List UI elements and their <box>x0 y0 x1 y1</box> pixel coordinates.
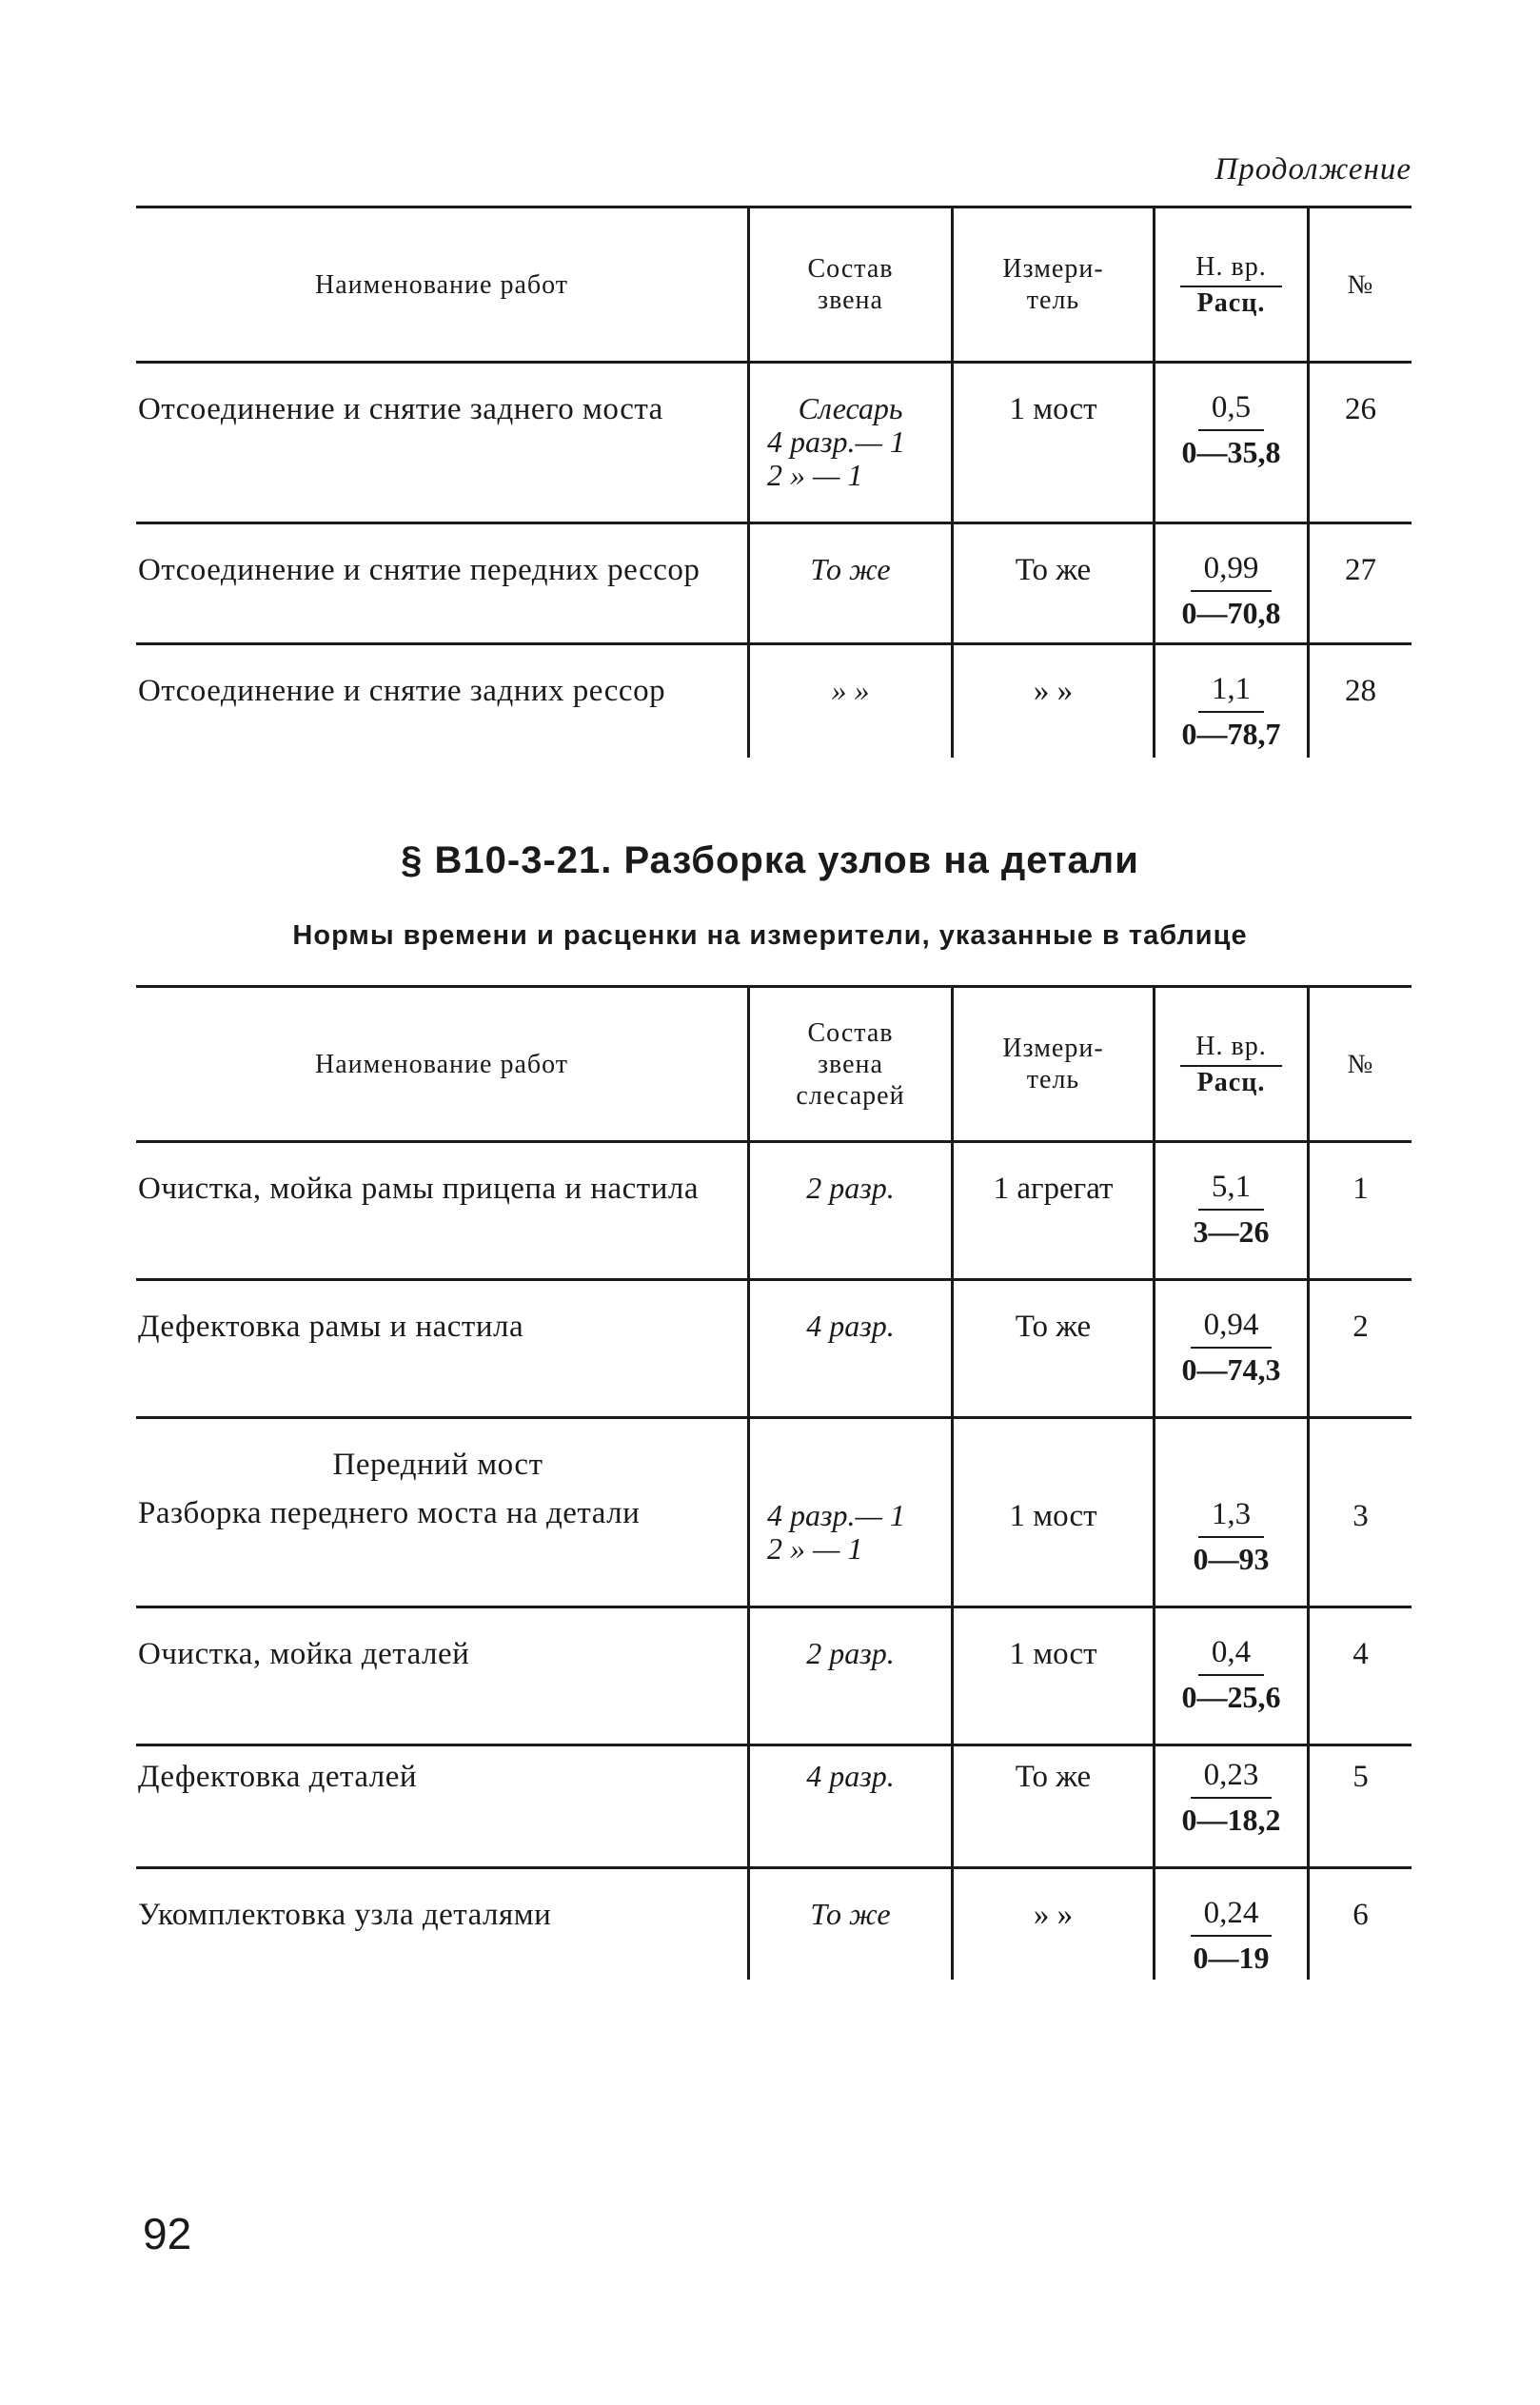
row-number: 2 <box>1307 1281 1412 1416</box>
table-header <box>136 206 1412 361</box>
header-measure: Измери- тель <box>951 208 1153 361</box>
header-measure: Измери- тель <box>951 988 1153 1140</box>
work-name: Отсоединение и снятие передних рессор <box>138 553 701 587</box>
norm-rate: $\frac{0,23}{0—18,2}$ <box>1153 1746 1307 1866</box>
table-row <box>136 1606 1412 1744</box>
crew-composition: 2 разр. <box>747 1143 951 1278</box>
table-row <box>136 642 1412 758</box>
norm-rate: $\frac{0,5}{0—35,8}$ <box>1153 364 1307 522</box>
measure-unit: 1 мост <box>951 1419 1153 1606</box>
header-norm-rate: Н. вр. Расц. <box>1153 988 1307 1140</box>
measure-unit: 1 мост <box>951 364 1153 522</box>
work-name: Отсоединение и снятие задних рессор <box>138 674 666 708</box>
measure-unit: 1 мост <box>951 1608 1153 1744</box>
continuation-label: Продолжение <box>1214 152 1412 187</box>
table-row <box>136 361 1412 522</box>
measure-unit: » » <box>951 645 1153 758</box>
row-number: 27 <box>1307 524 1412 642</box>
row-number: 26 <box>1307 364 1412 522</box>
header-name: Наименование работ <box>315 269 568 300</box>
norm-rate: $\frac{0,99}{0—70,8}$ <box>1153 524 1307 642</box>
row-number: 4 <box>1307 1608 1412 1744</box>
norms-table <box>136 985 1412 1980</box>
page-number: 92 <box>143 2209 192 2258</box>
measure-unit: 1 агрегат <box>951 1143 1153 1278</box>
crew-composition: 2 разр. <box>747 1608 951 1744</box>
table-row <box>136 1744 1412 1866</box>
crew-composition: » » <box>747 645 951 758</box>
header-name: Наименование работ <box>315 1049 568 1079</box>
table-row <box>136 1866 1412 1980</box>
crew-composition: 4 разр.— 1 2 » — 1 <box>747 1419 951 1606</box>
table-row <box>136 1416 1412 1606</box>
row-number: 3 <box>1307 1419 1412 1606</box>
work-name: Очистка, мойка рамы прицепа и настила <box>138 1172 700 1206</box>
work-name: Укомплектовка узла деталями <box>138 1898 552 1932</box>
row-number: 1 <box>1307 1143 1412 1278</box>
group-subheading: Передний мост <box>332 1448 543 1482</box>
norm-rate: $\frac{0,24}{0—19}$ <box>1153 1869 1307 1980</box>
crew-composition: 4 разр. <box>747 1281 951 1416</box>
norm-rate: $\frac{1,3}{0—93}$ <box>1153 1419 1307 1606</box>
work-name-group <box>136 1419 747 1606</box>
crew-composition: Слесарь 4 разр.— 1 2 » — 1 <box>747 364 951 522</box>
work-name: Отсоединение и снятие заднего моста <box>138 392 663 426</box>
work-name: Дефектовка деталей <box>138 1760 418 1794</box>
header-composition: Состав звена <box>747 208 951 361</box>
table-row <box>136 1278 1412 1416</box>
crew-composition: 4 разр. <box>747 1746 951 1866</box>
row-number: 5 <box>1307 1746 1412 1866</box>
work-name: Дефектовка рамы и настила <box>138 1310 524 1344</box>
norms-table-continued <box>136 206 1412 758</box>
header-number: № <box>1307 988 1412 1140</box>
row-number: 28 <box>1307 645 1412 758</box>
section-title: § В10-3-21. Разборка узлов на детали <box>401 839 1139 881</box>
norm-rate: $\frac{1,1}{0—78,7}$ <box>1153 645 1307 758</box>
row-number: 6 <box>1307 1869 1412 1980</box>
crew-composition: То же <box>747 524 951 642</box>
table-row <box>136 522 1412 642</box>
norm-rate: $\frac{5,1}{3—26}$ <box>1153 1143 1307 1278</box>
work-name: Очистка, мойка деталей <box>138 1637 470 1671</box>
norm-rate: $\frac{0,94}{0—74,3}$ <box>1153 1281 1307 1416</box>
measure-unit: То же <box>951 1281 1153 1416</box>
measure-unit: То же <box>951 1746 1153 1866</box>
table-header <box>136 985 1412 1140</box>
header-number: № <box>1307 208 1412 361</box>
work-name: Разборка переднего моста на детали <box>138 1496 641 1530</box>
section-subtitle: Нормы времени и расценки на измерители, указанные в таблице <box>292 920 1248 951</box>
measure-unit: То же <box>951 524 1153 642</box>
measure-unit: » » <box>951 1869 1153 1980</box>
norm-rate: $\frac{0,4}{0—25,6}$ <box>1153 1608 1307 1744</box>
header-norm-rate: Н. вр. Расц. <box>1153 208 1307 361</box>
crew-composition: То же <box>747 1869 951 1980</box>
header-composition: Состав звена слесарей <box>747 988 951 1140</box>
table-row <box>136 1140 1412 1278</box>
